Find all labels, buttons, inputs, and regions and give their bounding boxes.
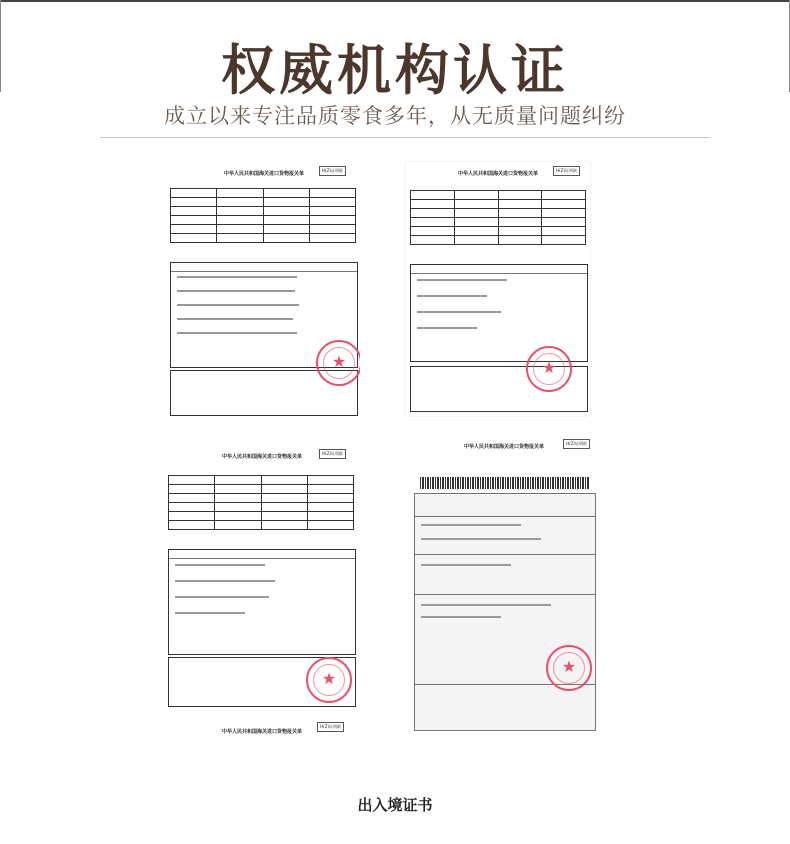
page-subtitle: 成立以来专注品质零食多年，从无质量问题纠纷 bbox=[164, 104, 626, 128]
customs-declaration-1 bbox=[168, 162, 360, 424]
certificate-badge: H(Z)证明联 bbox=[319, 166, 346, 176]
certificate-badge: H(Z)证明联 bbox=[553, 166, 580, 176]
customs-declaration-2 bbox=[406, 162, 590, 416]
form-title: 中华人民共和国海关进口货物报关单 bbox=[463, 444, 544, 450]
form-title: 中华人民共和国海关进口货物报关单 bbox=[457, 171, 538, 177]
official-seal-icon: ★ bbox=[526, 346, 572, 392]
scanned-form bbox=[414, 493, 596, 731]
barcode bbox=[420, 477, 590, 489]
certificate-badge: H(Z)证明联 bbox=[563, 439, 590, 449]
form-title: 中华人民共和国海关进口货物报关单 bbox=[221, 454, 302, 460]
page-title: 权威机构认证 bbox=[221, 38, 569, 102]
customs-declaration-4-scan bbox=[410, 437, 598, 745]
official-seal-icon: ★ bbox=[316, 340, 360, 386]
customs-declaration-3 bbox=[166, 447, 358, 715]
official-seal-icon: ★ bbox=[306, 657, 352, 703]
subtitle-divider bbox=[100, 137, 710, 138]
goods-table bbox=[410, 264, 588, 362]
customs-declaration-5-partial bbox=[166, 722, 358, 748]
certificate-badge: H(Z)证明联 bbox=[319, 449, 346, 459]
form-title: 中华人民共和国海关进口货物报关单 bbox=[223, 171, 304, 177]
form-header-grid bbox=[170, 188, 356, 243]
certificate-badge: H(Z)证明联 bbox=[317, 722, 344, 732]
form-header-grid bbox=[410, 190, 586, 245]
goods-table bbox=[168, 549, 356, 655]
form-title: 中华人民共和国海关进口货物报关单 bbox=[221, 729, 302, 735]
official-seal-icon: ★ bbox=[546, 645, 592, 691]
form-header-grid bbox=[168, 475, 354, 530]
section-caption: 出入境证书 bbox=[357, 796, 433, 814]
top-border bbox=[0, 0, 790, 2]
